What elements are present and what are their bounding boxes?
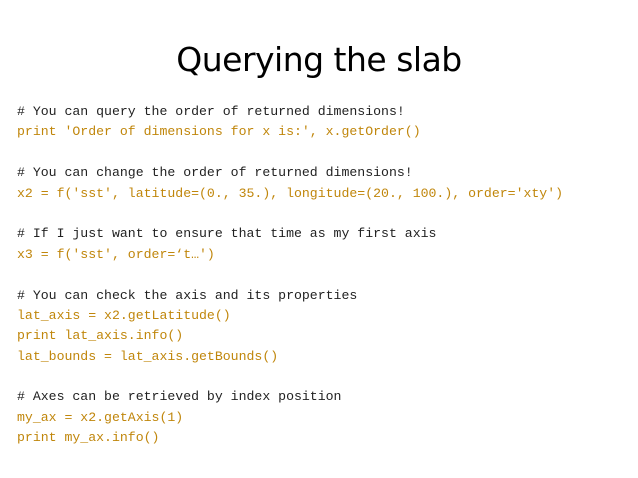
code-comment-line: # You can check the axis and its properties [17, 287, 358, 303]
blank-line [17, 204, 632, 224]
blank-line [17, 265, 632, 285]
code-comment-line: # If I just want to ensure that time as my first axis [17, 226, 437, 242]
blank-line [17, 367, 632, 387]
code-comment-line: # You can change the order of returned dimensions! [17, 165, 413, 181]
code-line: my_ax = x2.getAxis(1) [17, 409, 184, 425]
code-line: lat_axis = x2.getLatitude() [17, 307, 231, 323]
code-line: print 'Order of dimensions for x is:', x.getOrder() [17, 124, 421, 140]
code-line: print lat_axis.info() [17, 328, 184, 344]
code-block [17, 102, 632, 449]
code-line: x3 = f('sst', order=‘t…') [17, 246, 215, 262]
code-line: x2 = f('sst', latitude=(0., 35.), longitude=(20., 100.), order='xty') [17, 185, 564, 201]
code-comment-line: # Axes can be retrieved by index position [17, 389, 342, 405]
slide-title: Querying the slab [176, 40, 462, 79]
code-line: print my_ax.info() [17, 430, 160, 446]
blank-line [17, 143, 632, 163]
code-comment-line: # You can query the order of returned dimensions! [17, 104, 405, 119]
code-line: lat_bounds = lat_axis.getBounds() [17, 348, 279, 364]
